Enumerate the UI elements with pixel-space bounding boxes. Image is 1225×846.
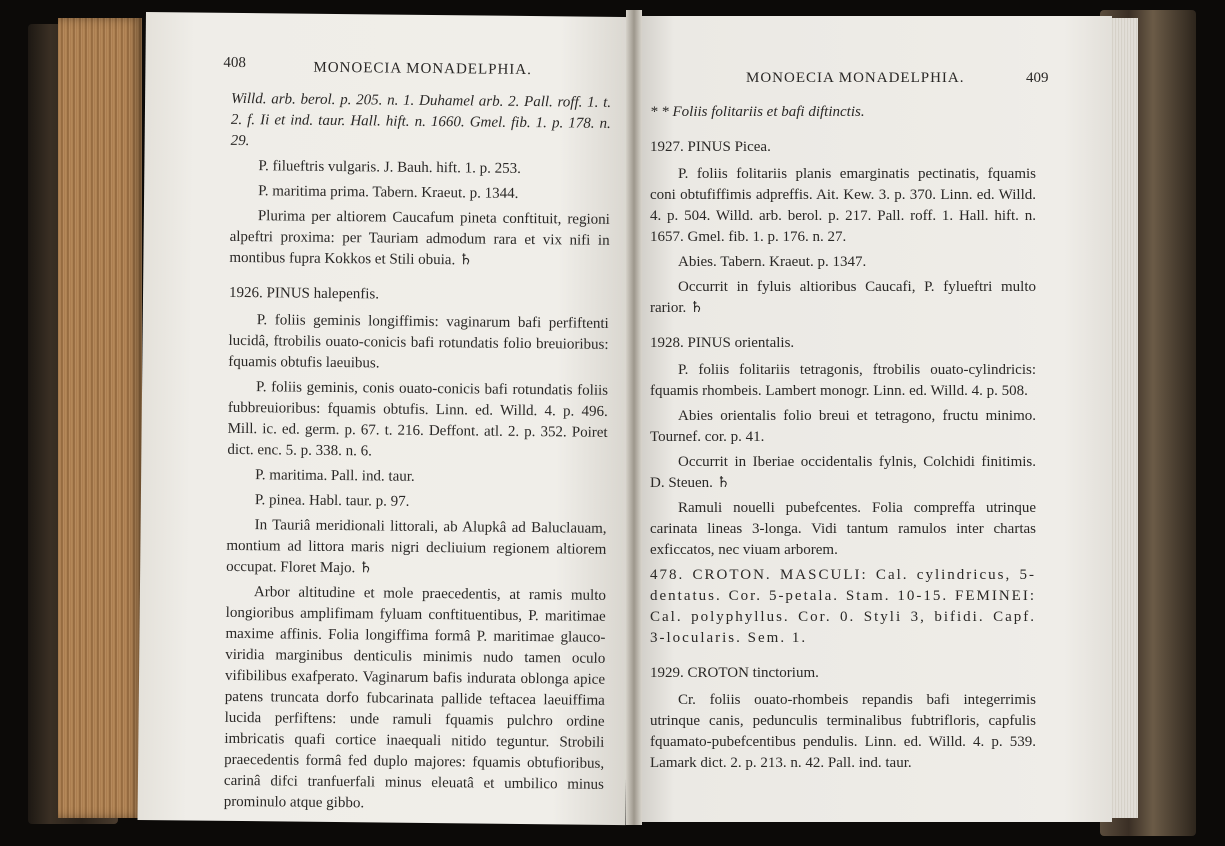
paragraph: Plurima per altiorem Caucafum pineta conftituit, regioni alpeftri proxima: per Tauriam admodum rara et vix nifi in montibus fupra Kokkos et Stili obuia. ♄ — [229, 208, 610, 269]
section-heading: * * Foliis folitariis et bafi diftinctis. — [650, 104, 865, 120]
paragraph: Cr. foliis ouato-rhombeis repandis bafi integerrimis utrinque canis, pedunculis terminalibus fubtrifloris, capfulis fquamato-pubefcentibus pendulis. Linn. ed. Willd. 4. p. 539. Lamark dict. 2. p. 213. n. 42. Pall. ind. taur. — [650, 692, 1036, 771]
book-fore-edge — [58, 18, 142, 818]
paragraph: Abies orientalis folio breui et tetragono, fructu minimo. Tournef. cor. p. 41. — [650, 408, 1036, 445]
page-number-left: 408 — [223, 54, 247, 72]
species-heading: 1929. CROTON tinctorium. — [650, 665, 819, 681]
genus-description: 478. CROTON. MASCULI: Cal. cylindricus, 5-dentatus. Cor. 5-petala. Stam. 10-15. FEMINEI: Cal. polyphyllus. Cor. 0. Styli 3, bifidi. Capf. 3-locularis. Sem. 1. — [650, 567, 1036, 646]
book-gutter — [626, 10, 642, 825]
right-page — [636, 16, 1112, 822]
paragraph: P. foliis folitariis tetragonis, ftrobilis ouato-cylindricis: fquamis rhombeis. Lambert monogr. Linn. ed. Willd. 4. p. 508. — [650, 362, 1036, 399]
paragraph: Arbor altitudine et mole praecedentis, at ramis multo longioribus amplifimam fyluam conftituentibus, P. maritimae maxime affinis. Folia longiffima formâ P. maritimae glauco-viridia marginibus denticulis minimis nudo tamen oculo vifibilibus exafperato. Vaginarum bafis indurata oblonga apice patens truncata dorfo fubcarinata pallide teftacea laeuiffima lucida perfiftens: unde ramuli fquamis pulchro ordine imbricatis quafi cortice inaequali nitido teguntur. Strobili praecedentis formâ fed duplo majores: fquamis obtufioribus, carinâ difci tranfuerfali minus eleuatâ et umbilico minus prominulo atque gibbo. — [223, 584, 606, 812]
species-heading: 1927. PINUS Picea. — [650, 139, 771, 155]
paragraph: Occurrit in fyluis altioribus Caucafi, P. fylueftri multo rarior. ♄ — [650, 279, 1036, 316]
right-text-column — [650, 102, 1036, 778]
running-header-right: MONOECIA MONADELPHIA. — [746, 70, 965, 86]
paragraph: P. foliis geminis longiffimis: vaginarum bafi perfiftenti lucidâ, ftrobilis ouato-conicis bafi rotundatis folio breuioribus: fquamis obtufis laeuibus. — [228, 312, 609, 372]
paragraph: P. maritima prima. Tabern. Kraeut. p. 1344. — [258, 183, 519, 202]
paragraph: Willd. arb. berol. p. 205. n. 1. Duhamel arb. 2. Pall. roff. 1. t. 2. f. Ii et ind. taur. Hall. hift. n. 1660. Gmel. fib. 1. p. 178. n. 29. — [230, 90, 612, 150]
paragraph: Ramuli nouelli pubefcentes. Folia compreffa utrinque carinata lineas 3-longa. Vidi tantum ramulos inter chartas exficcatos, nec viuam arborem. — [650, 500, 1036, 558]
paragraph: P. filueftris vulgaris. J. Bauh. hift. 1. p. 253. — [258, 158, 521, 177]
left-page — [138, 12, 634, 825]
page-number-right: 409 — [1026, 70, 1049, 86]
running-header-left: MONOECIA MONADELPHIA. — [313, 59, 532, 79]
paragraph: In Tauriâ meridionali littorali, ab Alupkâ ad Baluclauam, montium ad littora maris nigri decliuium regionem altiorem occupat. Floret Majo. ♄ — [226, 517, 607, 577]
paragraph: Occurrit in Iberiae occidentalis fylnis, Colchidi finitimis. D. Steuen. ♄ — [650, 454, 1036, 491]
page-stack-right — [1108, 18, 1138, 818]
paragraph: Abies. Tabern. Kraeut. p. 1347. — [678, 254, 867, 270]
left-text-column — [224, 89, 612, 821]
paragraph: P. foliis folitariis planis emarginatis pectinatis, fquamis coni obtufiffimis adpreffis. Ait. Kew. 3. p. 370. Linn. ed. Willd. 4. p. 504. Willd. arb. berol. p. 217. Pall. roff. 1. Hall. hift. n. 1657. Gmel. fib. 1. p. 176. n. 27. — [650, 166, 1036, 245]
species-heading: 1926. PINUS halepenfis. — [228, 284, 380, 303]
paragraph: P. foliis geminis, conis ouato-conicis bafi rotundatis foliis fubbreuioribus: fquamis obtufis. Linn. ed. Willd. 4. p. 496. Mill. ic. ed. germ. p. 67. t. 216. Deffont. atl. 2. p. 352. Poiret dict. enc. 5. p. 338. n. 6. — [227, 379, 609, 460]
paragraph: P. pinea. Habl. taur. p. 97. — [254, 492, 410, 510]
species-heading: 1928. PINUS orientalis. — [650, 335, 795, 351]
paragraph: P. maritima. Pall. ind. taur. — [255, 467, 415, 485]
